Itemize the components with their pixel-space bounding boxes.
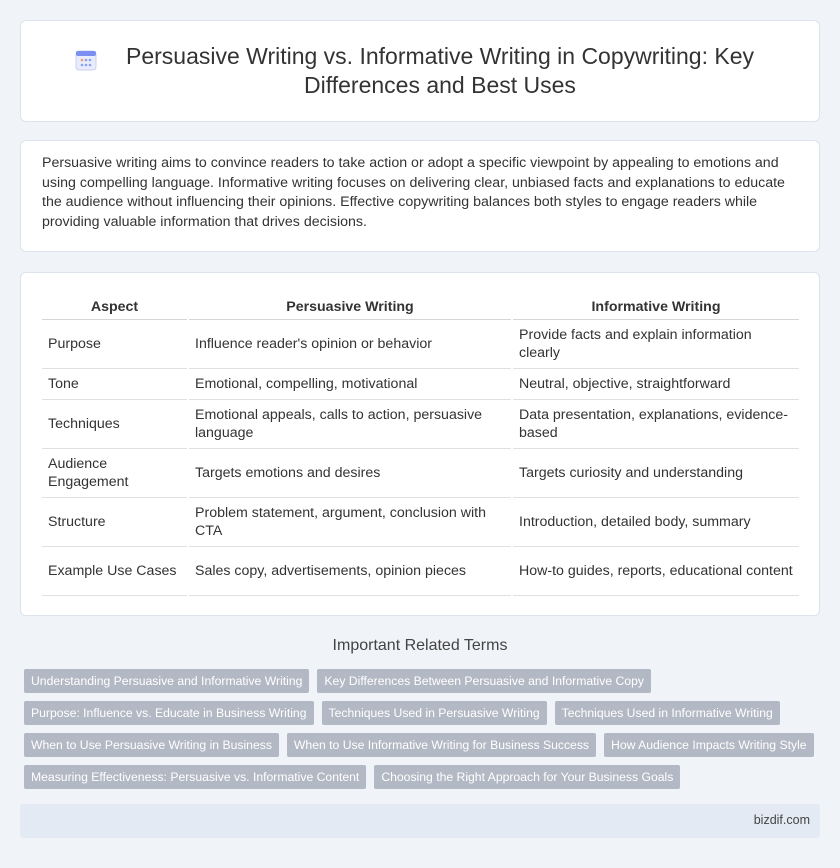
- related-term-tag[interactable]: Key Differences Between Persuasive and Informative Copy: [317, 669, 651, 693]
- table-cell: Structure: [42, 497, 188, 546]
- table-cell: How-to guides, reports, educational content: [512, 546, 799, 595]
- comparison-table: [42, 295, 799, 596]
- table-cell: Neutral, objective, straightforward: [512, 368, 799, 399]
- intro-card: [20, 140, 820, 252]
- column-header: Persuasive Writing: [188, 295, 512, 319]
- intro-paragraph: Persuasive writing aims to convince readers to take action or adopt a specific viewpoint by appealing to emotions and using compelling language. Informative writing focuses on delivering clear, unbiased facts and explanations to educate the audience without influencing their opinions. Effective copywriting balances both styles to engage readers while providing valuable information that drives decisions.: [42, 155, 785, 230]
- related-term-tag[interactable]: When to Use Informative Writing for Business Success: [287, 733, 596, 757]
- table-cell: Provide facts and explain information clearly: [512, 319, 799, 368]
- table-row: [42, 497, 799, 546]
- table-cell: Techniques: [42, 399, 188, 448]
- site-name[interactable]: bizdif.com: [753, 813, 810, 827]
- comparison-table-card: [20, 272, 820, 616]
- table-cell: Purpose: [42, 319, 188, 368]
- related-terms-heading: Important Related Terms: [332, 637, 508, 654]
- table-row: [42, 448, 799, 497]
- table-header-row: [42, 295, 799, 319]
- column-header: Aspect: [42, 295, 188, 319]
- table-cell: Data presentation, explanations, evidence-based: [512, 399, 799, 448]
- table-cell: Problem statement, argument, conclusion with CTA: [188, 497, 512, 546]
- table-row: [42, 399, 799, 448]
- table-cell: Sales copy, advertisements, opinion pieces: [188, 546, 512, 595]
- related-term-tag[interactable]: Techniques Used in Informative Writing: [555, 701, 780, 725]
- related-term-tag[interactable]: Measuring Effectiveness: Persuasive vs. Informative Content: [24, 765, 366, 789]
- table-cell: Tone: [42, 368, 188, 399]
- table-row: [42, 546, 799, 595]
- column-header: Informative Writing: [512, 295, 799, 319]
- related-terms-list: [24, 669, 824, 797]
- related-term-tag[interactable]: Techniques Used in Persuasive Writing: [322, 701, 547, 725]
- table-cell: Emotional, compelling, motivational: [188, 368, 512, 399]
- table-cell: Influence reader's opinion or behavior: [188, 319, 512, 368]
- related-term-tag[interactable]: Understanding Persuasive and Informative Writing: [24, 669, 309, 693]
- related-term-tag[interactable]: Purpose: Influence vs. Educate in Business Writing: [24, 701, 314, 725]
- table-cell: Introduction, detailed body, summary: [512, 497, 799, 546]
- footer: [20, 804, 820, 838]
- table-cell: Audience Engagement: [42, 448, 188, 497]
- table-cell: Example Use Cases: [42, 546, 188, 595]
- table-cell: Targets emotions and desires: [188, 448, 512, 497]
- header-card: [20, 20, 820, 122]
- related-term-tag[interactable]: When to Use Persuasive Writing in Business: [24, 733, 279, 757]
- related-term-tag[interactable]: Choosing the Right Approach for Your Business Goals: [374, 765, 680, 789]
- table-cell: Emotional appeals, calls to action, persuasive language: [188, 399, 512, 448]
- page-title: Persuasive Writing vs. Informative Writing in Copywriting: Key Differences and Best Uses: [125, 43, 755, 98]
- related-term-tag[interactable]: How Audience Impacts Writing Style: [604, 733, 814, 757]
- table-row: [42, 368, 799, 399]
- table-cell: Targets curiosity and understanding: [512, 448, 799, 497]
- table-row: [42, 319, 799, 368]
